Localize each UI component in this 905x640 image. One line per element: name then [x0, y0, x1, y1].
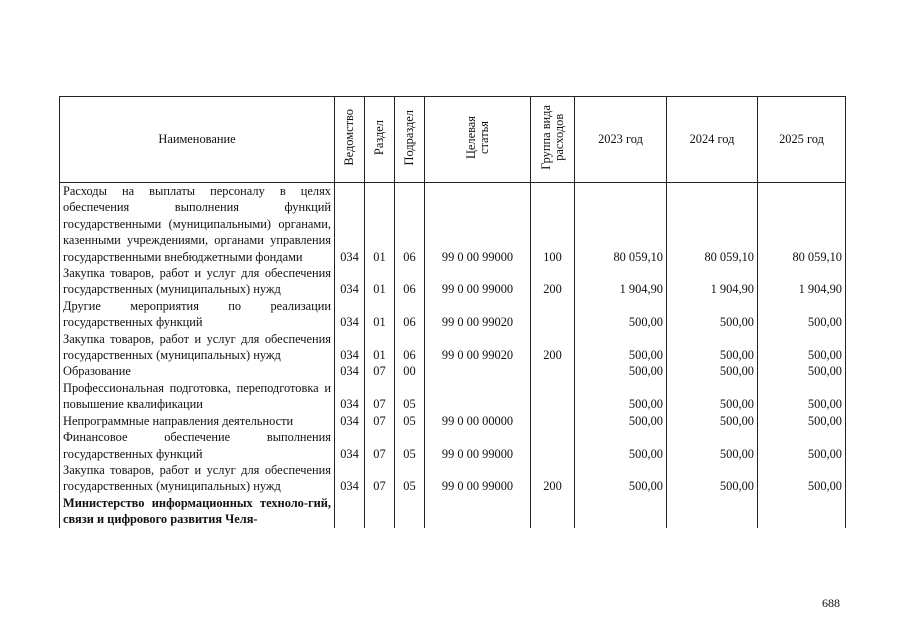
razdel-cell: 07 — [365, 413, 395, 429]
amount-2025-cell: 500,00 — [758, 429, 846, 462]
empty-cell — [425, 495, 531, 528]
ministry-heading-cell: Министерство информационных техноло-гий, связи и цифрового развития Челя- — [60, 495, 335, 528]
expense-group-cell: 200 — [531, 462, 575, 495]
empty-cell — [365, 495, 395, 528]
col-header-group: Группа вида расходов — [531, 97, 575, 183]
amount-2024-cell: 500,00 — [667, 363, 758, 379]
target-article-cell: 99 0 00 99020 — [425, 298, 531, 331]
razdel-cell: 01 — [365, 183, 395, 266]
table-row — [60, 462, 846, 495]
podrazdel-cell: 05 — [395, 413, 425, 429]
target-article-cell — [425, 363, 531, 379]
amount-2023-cell: 80 059,10 — [575, 183, 667, 266]
razdel-cell: 01 — [365, 298, 395, 331]
expense-group-cell — [531, 413, 575, 429]
expense-group-cell — [531, 363, 575, 379]
empty-cell — [395, 495, 425, 528]
expense-group-cell — [531, 298, 575, 331]
amount-2023-cell: 500,00 — [575, 462, 667, 495]
amount-2025-cell: 500,00 — [758, 462, 846, 495]
amount-2023-cell: 500,00 — [575, 380, 667, 413]
target-article-cell: 99 0 00 00000 — [425, 413, 531, 429]
target-article-cell — [425, 380, 531, 413]
amount-2025-cell: 500,00 — [758, 380, 846, 413]
expense-group-cell: 200 — [531, 265, 575, 298]
vedomstvo-cell: 034 — [335, 265, 365, 298]
razdel-cell: 07 — [365, 363, 395, 379]
row-name-cell: Другие мероприятия по реализации государственных функций — [60, 298, 335, 331]
header-row — [60, 97, 846, 183]
podrazdel-cell: 05 — [395, 380, 425, 413]
amount-2025-cell: 500,00 — [758, 363, 846, 379]
expense-group-cell: 200 — [531, 331, 575, 364]
podrazdel-cell: 06 — [395, 265, 425, 298]
amount-2023-cell: 500,00 — [575, 298, 667, 331]
empty-cell — [531, 495, 575, 528]
vedomstvo-cell: 034 — [335, 429, 365, 462]
col-header-2024: 2024 год — [667, 97, 758, 183]
amount-2025-cell: 80 059,10 — [758, 183, 846, 266]
table-row — [60, 380, 846, 413]
row-name-cell: Непрограммные направления деятельности — [60, 413, 335, 429]
table-row — [60, 183, 846, 266]
amount-2024-cell: 500,00 — [667, 462, 758, 495]
table-row — [60, 265, 846, 298]
table-row — [60, 413, 846, 429]
empty-cell — [758, 495, 846, 528]
podrazdel-cell: 06 — [395, 183, 425, 266]
target-article-cell: 99 0 00 99000 — [425, 265, 531, 298]
table-row — [60, 429, 846, 462]
vedomstvo-cell: 034 — [335, 380, 365, 413]
amount-2023-cell: 500,00 — [575, 429, 667, 462]
amount-2023-cell: 500,00 — [575, 331, 667, 364]
table-row — [60, 331, 846, 364]
amount-2023-cell: 1 904,90 — [575, 265, 667, 298]
target-article-cell: 99 0 00 99020 — [425, 331, 531, 364]
table-body — [60, 183, 846, 528]
budget-table — [59, 96, 846, 528]
vedomstvo-cell: 034 — [335, 462, 365, 495]
vedomstvo-cell: 034 — [335, 331, 365, 364]
row-name-cell: Финансовое обеспечение выполнения государственных функций — [60, 429, 335, 462]
expense-group-cell: 100 — [531, 183, 575, 266]
amount-2025-cell: 1 904,90 — [758, 265, 846, 298]
col-header-2023: 2023 год — [575, 97, 667, 183]
razdel-cell: 07 — [365, 462, 395, 495]
amount-2024-cell: 500,00 — [667, 331, 758, 364]
amount-2023-cell: 500,00 — [575, 363, 667, 379]
vedomstvo-cell: 034 — [335, 363, 365, 379]
col-header-podrazdel: Подраздел — [395, 97, 425, 183]
col-header-razdel: Раздел — [365, 97, 395, 183]
target-article-cell: 99 0 00 99000 — [425, 462, 531, 495]
amount-2023-cell: 500,00 — [575, 413, 667, 429]
expense-group-cell — [531, 429, 575, 462]
amount-2024-cell: 1 904,90 — [667, 265, 758, 298]
col-header-vedomstvo: Ведомство — [335, 97, 365, 183]
podrazdel-cell: 06 — [395, 331, 425, 364]
empty-cell — [335, 495, 365, 528]
expense-group-cell — [531, 380, 575, 413]
vedomstvo-cell: 034 — [335, 298, 365, 331]
empty-cell — [575, 495, 667, 528]
razdel-cell: 01 — [365, 331, 395, 364]
col-header-target: Целевая статья — [425, 97, 531, 183]
table-row — [60, 363, 846, 379]
table-row — [60, 298, 846, 331]
razdel-cell: 07 — [365, 429, 395, 462]
amount-2025-cell: 500,00 — [758, 298, 846, 331]
amount-2024-cell: 500,00 — [667, 429, 758, 462]
row-name-cell: Закупка товаров, работ и услуг для обеспечения государственных (муниципальных) нужд — [60, 462, 335, 495]
row-name-cell: Профессиональная подготовка, переподготовка и повышение квалификации — [60, 380, 335, 413]
vedomstvo-cell: 034 — [335, 183, 365, 266]
amount-2024-cell: 500,00 — [667, 413, 758, 429]
row-name-cell: Закупка товаров, работ и услуг для обеспечения государственных (муниципальных) нужд — [60, 265, 335, 298]
page-number: 688 — [822, 596, 840, 610]
amount-2025-cell: 500,00 — [758, 331, 846, 364]
table-row — [60, 495, 846, 528]
col-header-2025: 2025 год — [758, 97, 846, 183]
podrazdel-cell: 05 — [395, 429, 425, 462]
target-article-cell: 99 0 00 99000 — [425, 183, 531, 266]
amount-2025-cell: 500,00 — [758, 413, 846, 429]
row-name-cell: Закупка товаров, работ и услуг для обеспечения государственных (муниципальных) нужд — [60, 331, 335, 364]
amount-2024-cell: 80 059,10 — [667, 183, 758, 266]
row-name-cell: Образование — [60, 363, 335, 379]
col-header-name: Наименование — [60, 97, 335, 183]
amount-2024-cell: 500,00 — [667, 380, 758, 413]
row-name-cell: Расходы на выплаты персоналу в целях обеспечения выполнения функций государственными (муниципальными) органами, казенными учреждениями, органами управления государственными внебюджетными фондами — [60, 183, 335, 266]
razdel-cell: 07 — [365, 380, 395, 413]
amount-2024-cell: 500,00 — [667, 298, 758, 331]
podrazdel-cell: 00 — [395, 363, 425, 379]
empty-cell — [667, 495, 758, 528]
razdel-cell: 01 — [365, 265, 395, 298]
target-article-cell: 99 0 00 99000 — [425, 429, 531, 462]
podrazdel-cell: 06 — [395, 298, 425, 331]
podrazdel-cell: 05 — [395, 462, 425, 495]
vedomstvo-cell: 034 — [335, 413, 365, 429]
